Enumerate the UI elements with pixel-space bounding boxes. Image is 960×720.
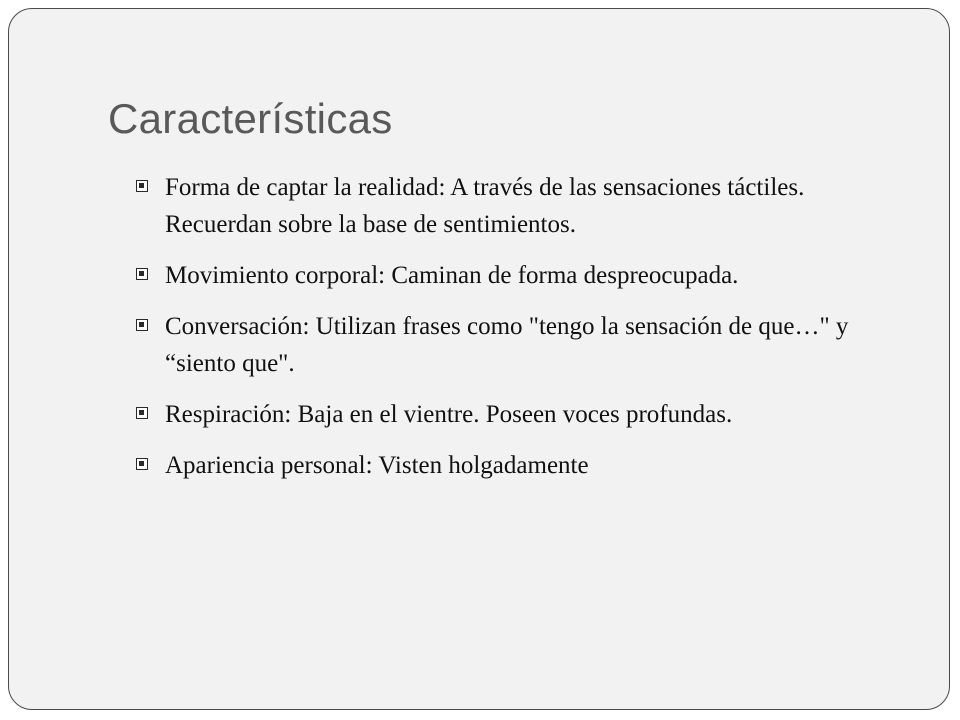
bullet-text: Forma de captar la realidad: A través de las sensaciones táctiles. Recuerdan sobre la base de sentimientos. — [165, 174, 805, 238]
bullet-item — [127, 447, 887, 484]
slide — [8, 8, 950, 710]
bullet-item — [127, 396, 887, 433]
square-bullet-icon — [136, 180, 148, 192]
bullet-item — [127, 169, 887, 243]
bullet-item — [127, 308, 887, 382]
square-bullet-icon — [136, 268, 148, 280]
bullet-list — [127, 169, 887, 498]
square-bullet-icon — [136, 407, 148, 419]
square-bullet-icon — [136, 458, 148, 470]
square-bullet-icon — [136, 319, 148, 331]
slide-title: Características — [108, 95, 393, 142]
bullet-text: Respiración: Baja en el vientre. Poseen voces profundas. — [165, 401, 733, 428]
bullet-text: Apariencia personal: Visten holgadamente — [165, 452, 589, 479]
bullet-text: Conversación: Utilizan frases como "tengo la sensación de que…" y “siento que". — [165, 313, 849, 377]
bullet-text: Movimiento corporal: Caminan de forma despreocupada. — [165, 262, 739, 289]
bullet-item — [127, 257, 887, 294]
